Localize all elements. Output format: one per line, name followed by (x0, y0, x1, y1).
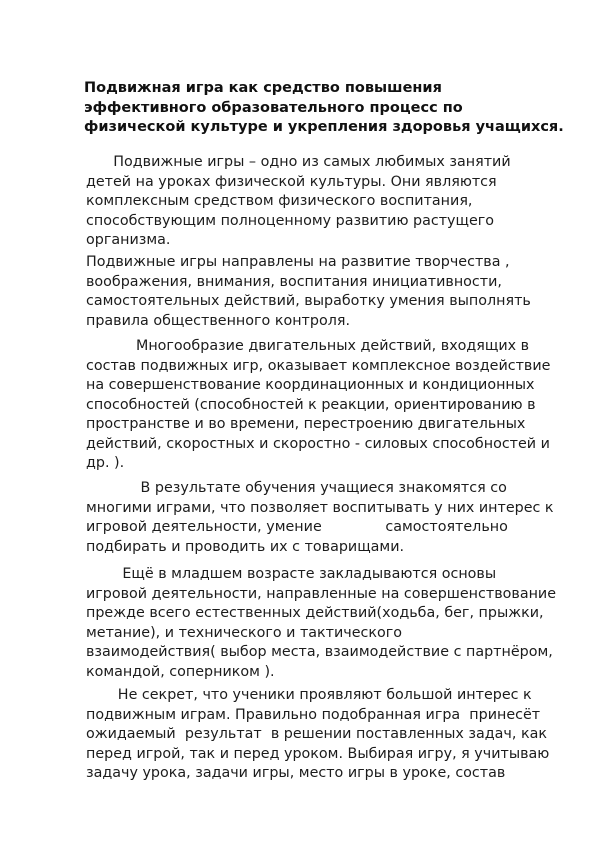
text-line: самостоятельных действий, выработку умения выполнять (86, 293, 531, 309)
text-line: на совершенствование координационных и кондиционных (86, 377, 535, 393)
text-line: подвижным играм. Правильно подобранная игра принесёт (86, 706, 541, 723)
text-line: пространстве и во времени, перестроению двигательных (86, 416, 526, 432)
text-line: командой, соперником ). (86, 663, 275, 680)
paragraph-6 (86, 686, 556, 784)
paragraph-4 (86, 479, 556, 557)
text-line: способствующим полноценному развитию растущего (86, 212, 495, 229)
text-line: Многообразие двигательных действий, входящих в (86, 338, 530, 354)
document-title (84, 79, 564, 138)
text-line: способностей (способностей к реакции, ориентированию в (86, 396, 536, 413)
text-line: многими играми, что позволяет воспитывать у них интерес к (86, 499, 554, 516)
title-line: эффективного образовательного процесс по (84, 99, 463, 116)
text-line: Подвижные игры – одно из самых любимых занятий (86, 154, 511, 170)
paragraph-5 (86, 565, 556, 682)
paragraph-2 (86, 253, 556, 331)
text-line: правила общественного контроля. (86, 312, 350, 329)
text-line: воображения, внимания, воспитания инициативности, (86, 273, 502, 290)
text-line: прежде всего естественных действий(ходьба, бег, прыжки, (86, 605, 544, 621)
text-line: подбирать и проводить их с товарищами. (86, 538, 405, 555)
text-line: состав подвижных игр, оказывает комплексное воздействие (86, 357, 551, 374)
text-line: др. ). (86, 455, 125, 471)
text-line: взаимодействия( выбор места, взаимодействие с партнёром, (86, 644, 553, 660)
title-line: физической культуре и укрепления здоровья учащихся. (84, 119, 564, 135)
text-line: игровой деятельности, умение самостоятельно (86, 519, 508, 535)
text-line: Ещё в младшем возрасте закладываются основы (86, 566, 497, 582)
paragraph-3 (86, 337, 556, 474)
text-line: действий, скоростных и скоростно - силовых способностей и (86, 435, 550, 452)
text-line: Не секрет, что ученики проявляют большой интерес к (86, 687, 532, 703)
paragraph-1 (86, 153, 556, 251)
title-line: Подвижная игра как средство повышения (84, 80, 442, 96)
text-line: комплексным средством физического воспитания, (86, 193, 473, 209)
text-line: задачу урока, задачи игры, место игры в уроке, состав (86, 765, 506, 781)
text-line: организма. (86, 232, 171, 248)
text-line: детей на уроках физической культуры. Они являются (86, 173, 497, 190)
text-line: Подвижные игры направлены на развитие творчества , (86, 254, 510, 270)
text-line: метание), и технического и тактического (86, 624, 403, 641)
text-line: ожидаемый результат в решении поставленных задач, как (86, 726, 547, 742)
text-line: перед игрой, так и перед уроком. Выбирая игру, я учитываю (86, 745, 550, 762)
text-line: игровой деятельности, направленные на совершенствование (86, 585, 557, 602)
text-line: В результате обучения учащиеся знакомятся со (86, 480, 507, 496)
